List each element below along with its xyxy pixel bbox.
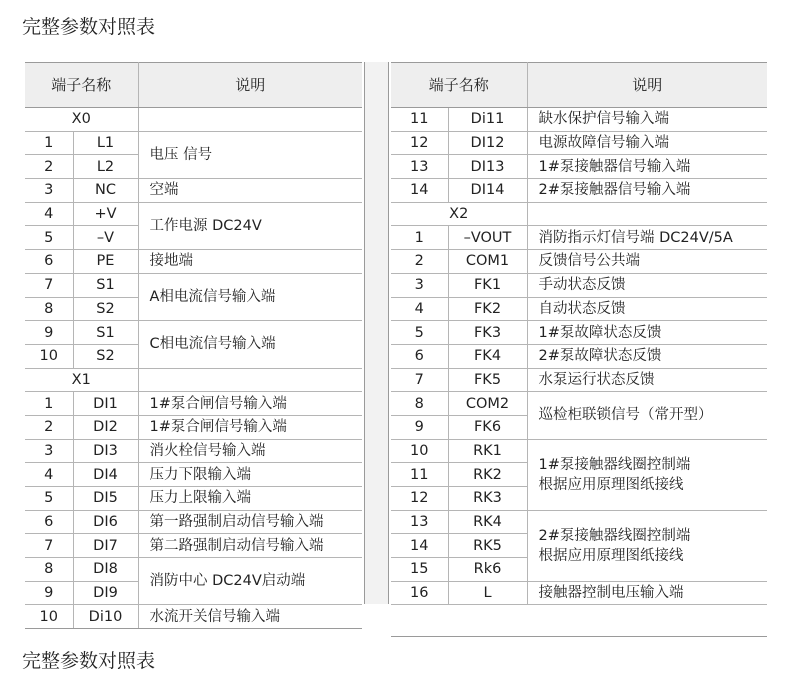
- table-row: [25, 487, 362, 511]
- terminal-description: 消防指示灯信号端 DC24V/5A: [527, 226, 767, 250]
- terminal-description: 压力下限输入端: [138, 463, 362, 487]
- terminal-description: 巡检柜联锁信号（常开型）: [527, 392, 767, 439]
- terminal-description: 1#泵合闸信号输入端: [138, 392, 362, 416]
- terminal-description: 消火栓信号输入端: [138, 439, 362, 463]
- terminal-description: A相电流信号输入端: [138, 273, 362, 320]
- terminal-name: NC: [73, 179, 138, 203]
- terminal-name: +V: [73, 202, 138, 226]
- table-row: [391, 108, 767, 132]
- group-row-blank: [527, 202, 767, 226]
- terminal-name: Di11: [448, 108, 527, 132]
- terminal-description: 压力上限输入端: [138, 487, 362, 511]
- terminal-number: 14: [391, 179, 448, 203]
- terminal-number: 3: [391, 273, 448, 297]
- table-row: [391, 297, 767, 321]
- terminal-number: 14: [391, 534, 448, 558]
- page-title: 完整参数对照表: [22, 16, 156, 38]
- terminal-name: DI2: [73, 415, 138, 439]
- table-row: [391, 131, 767, 155]
- terminal-name: DI5: [73, 487, 138, 511]
- terminal-number: 12: [391, 487, 448, 511]
- terminal-description: 工作电源 DC24V: [138, 202, 362, 249]
- group-row-blank: [138, 368, 362, 392]
- terminal-number: 6: [391, 344, 448, 368]
- terminal-number: 4: [25, 463, 73, 487]
- terminal-description: 自动状态反馈: [527, 297, 767, 321]
- terminal-number: 5: [25, 487, 73, 511]
- terminal-description: 空端: [138, 179, 362, 203]
- table-row: [391, 250, 767, 274]
- table-row: [25, 558, 362, 582]
- terminal-number: 11: [391, 108, 448, 132]
- terminal-number: 7: [25, 273, 73, 297]
- terminal-name: –VOUT: [448, 226, 527, 250]
- terminal-name: DI1: [73, 392, 138, 416]
- terminal-name: DI9: [73, 581, 138, 605]
- table-divider: [364, 62, 389, 604]
- terminal-name: DI14: [448, 179, 527, 203]
- terminal-number: 10: [391, 439, 448, 463]
- terminal-number: 6: [25, 510, 73, 534]
- terminal-number: 8: [391, 392, 448, 416]
- terminal-description: 反馈信号公共端: [527, 250, 767, 274]
- terminal-name: S1: [73, 273, 138, 297]
- table-row: [391, 439, 767, 463]
- terminal-number: 8: [25, 558, 73, 582]
- terminal-name: L1: [73, 131, 138, 155]
- table-row: [25, 439, 362, 463]
- table-row: [391, 273, 767, 297]
- terminal-name: COM1: [448, 250, 527, 274]
- parameter-table-left: [25, 62, 362, 629]
- group-label-x1: X1: [25, 368, 138, 392]
- table-header-row: [25, 63, 362, 108]
- terminal-number: 1: [391, 226, 448, 250]
- terminal-name: DI12: [448, 131, 527, 155]
- group-row: [25, 368, 362, 392]
- terminal-name: RK2: [448, 463, 527, 487]
- filler-cell: [391, 605, 767, 637]
- terminal-number: 9: [391, 415, 448, 439]
- terminal-description: 水流开关信号输入端: [138, 605, 362, 629]
- terminal-number: 4: [391, 297, 448, 321]
- header-description: 说明: [138, 63, 362, 108]
- terminal-number: 8: [25, 297, 73, 321]
- terminal-number: 1: [25, 392, 73, 416]
- table-row: [25, 131, 362, 155]
- group-row: [391, 202, 767, 226]
- terminal-number: 15: [391, 558, 448, 582]
- terminal-description-multiline: [527, 439, 767, 510]
- terminal-name: PE: [73, 250, 138, 274]
- table-row: [25, 534, 362, 558]
- terminal-name: L: [448, 581, 527, 605]
- parameter-table-right: [391, 62, 767, 637]
- description-line: 2#泵接触器线圈控制端: [538, 527, 691, 544]
- terminal-number: 16: [391, 581, 448, 605]
- terminal-name: DI3: [73, 439, 138, 463]
- terminal-number: 2: [391, 250, 448, 274]
- terminal-name: FK6: [448, 415, 527, 439]
- terminal-number: 4: [25, 202, 73, 226]
- terminal-description: 缺水保护信号输入端: [527, 108, 767, 132]
- table-row: [25, 510, 362, 534]
- terminal-name: FK4: [448, 344, 527, 368]
- header-description: 说明: [527, 63, 767, 108]
- terminal-name: DI8: [73, 558, 138, 582]
- terminal-description: 手动状态反馈: [527, 273, 767, 297]
- terminal-description: C相电流信号输入端: [138, 321, 362, 368]
- terminal-name: L2: [73, 155, 138, 179]
- terminal-description: 电压 信号: [138, 131, 362, 178]
- terminal-number: 1: [25, 131, 73, 155]
- description-line: 1#泵接触器线圈控制端: [538, 456, 691, 473]
- terminal-number: 10: [25, 605, 73, 629]
- terminal-number: 11: [391, 463, 448, 487]
- terminal-number: 9: [25, 321, 73, 345]
- table-row: [391, 368, 767, 392]
- terminal-number: 6: [25, 250, 73, 274]
- terminal-number: 5: [391, 321, 448, 345]
- terminal-description: 1#泵接触器信号输入端: [527, 155, 767, 179]
- table-row: [391, 581, 767, 605]
- terminal-number: 3: [25, 439, 73, 463]
- terminal-description: 第一路强制启动信号输入端: [138, 510, 362, 534]
- table-row: [25, 202, 362, 226]
- group-label-x0: X0: [25, 108, 138, 132]
- terminal-name: S1: [73, 321, 138, 345]
- description-line: 根据应用原理图纸接线: [538, 547, 684, 564]
- table-row: [391, 510, 767, 534]
- terminal-name: RK5: [448, 534, 527, 558]
- terminal-name: –V: [73, 226, 138, 250]
- table-row: [391, 321, 767, 345]
- terminal-description: 接地端: [138, 250, 362, 274]
- terminal-description: 水泵运行状态反馈: [527, 368, 767, 392]
- table-row: [25, 415, 362, 439]
- terminal-number: 3: [25, 179, 73, 203]
- header-terminal-name: 端子名称: [25, 63, 138, 108]
- table-row: [25, 463, 362, 487]
- description-line: 根据应用原理图纸接线: [538, 476, 684, 493]
- terminal-number: 7: [25, 534, 73, 558]
- terminal-name: RK3: [448, 487, 527, 511]
- terminal-name: RK4: [448, 510, 527, 534]
- terminal-name: FK3: [448, 321, 527, 345]
- table-row: [25, 392, 362, 416]
- table-row: [25, 250, 362, 274]
- table-row: [391, 226, 767, 250]
- table-filler-row: [391, 605, 767, 637]
- table-row: [25, 273, 362, 297]
- terminal-name: FK2: [448, 297, 527, 321]
- page-title-repeat: 完整参数对照表: [22, 650, 156, 672]
- terminal-name: Di10: [73, 605, 138, 629]
- table-header-row: [391, 63, 767, 108]
- terminal-description: 消防中心 DC24V启动端: [138, 558, 362, 605]
- terminal-number: 2: [25, 155, 73, 179]
- terminal-name: S2: [73, 297, 138, 321]
- table-row: [25, 179, 362, 203]
- table-row: [391, 155, 767, 179]
- terminal-number: 2: [25, 415, 73, 439]
- terminal-number: 7: [391, 368, 448, 392]
- terminal-name: RK1: [448, 439, 527, 463]
- terminal-description: 2#泵接触器信号输入端: [527, 179, 767, 203]
- terminal-name: DI13: [448, 155, 527, 179]
- terminal-description: 接触器控制电压输入端: [527, 581, 767, 605]
- terminal-description: 1#泵故障状态反馈: [527, 321, 767, 345]
- terminal-name: DI7: [73, 534, 138, 558]
- table-row: [391, 344, 767, 368]
- table-row: [25, 605, 362, 629]
- group-row: [25, 108, 362, 132]
- terminal-number: 12: [391, 131, 448, 155]
- terminal-description: 电源故障信号输入端: [527, 131, 767, 155]
- terminal-description-multiline: [527, 510, 767, 581]
- group-row-blank: [138, 108, 362, 132]
- terminal-name: S2: [73, 344, 138, 368]
- terminal-description: 第二路强制启动信号输入端: [138, 534, 362, 558]
- terminal-name: Rk6: [448, 558, 527, 582]
- terminal-description: 2#泵故障状态反馈: [527, 344, 767, 368]
- terminal-description: 1#泵合闸信号输入端: [138, 415, 362, 439]
- table-row: [25, 321, 362, 345]
- terminal-number: 5: [25, 226, 73, 250]
- terminal-number: 13: [391, 510, 448, 534]
- terminal-name: DI4: [73, 463, 138, 487]
- table-row: [391, 179, 767, 203]
- terminal-name: FK5: [448, 368, 527, 392]
- group-label-x2: X2: [391, 202, 527, 226]
- terminal-number: 13: [391, 155, 448, 179]
- terminal-number: 9: [25, 581, 73, 605]
- table-row: [391, 392, 767, 416]
- terminal-name: COM2: [448, 392, 527, 416]
- header-terminal-name: 端子名称: [391, 63, 527, 108]
- terminal-name: FK1: [448, 273, 527, 297]
- terminal-number: 10: [25, 344, 73, 368]
- terminal-name: DI6: [73, 510, 138, 534]
